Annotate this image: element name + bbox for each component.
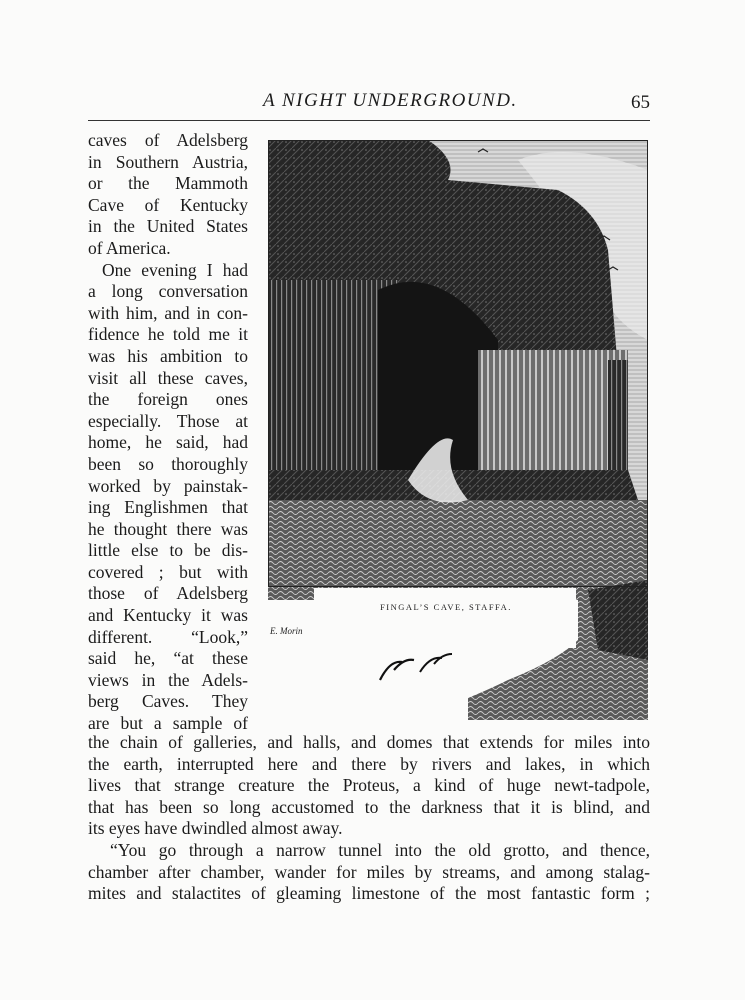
text-line: was his ambition to (88, 345, 248, 366)
text-line: home, he said, had (88, 432, 248, 453)
text-line: mites and stalactites of gleaming limestone of the most fantastic form ; (88, 883, 650, 904)
text-line: One evening I had (102, 259, 248, 280)
engraver-signature: E. Morin (270, 626, 303, 636)
text-line: “You go through a narrow tunnel into the old grotto, and thence, (110, 839, 650, 860)
text-line: Cave of Kentucky (88, 194, 248, 215)
text-line: in the United States (88, 216, 248, 237)
text-line: that has been so long accustomed to the darkness that it is blind, and (88, 796, 650, 817)
text-line: berg Caves. They (88, 691, 248, 712)
text-line: the chain of galleries, and halls, and domes that extends for miles into (88, 732, 650, 752)
text-line: its eyes have dwindled almost away. (88, 818, 343, 839)
basalt-columns-edge (608, 360, 628, 480)
text-line: different. “Look,” (88, 626, 248, 647)
engraving-illustration (268, 140, 648, 720)
text-line: chamber after chamber, wander for miles by streams, and among stalag- (88, 861, 650, 882)
text-line: visit all these caves, (88, 367, 248, 388)
text-line: of America. (88, 237, 171, 258)
running-head: A NIGHT UNDERGROUND. (263, 90, 518, 111)
basalt-columns-right (478, 350, 628, 480)
text-line: ing Englishmen that (88, 497, 248, 518)
text-line: with him, and in con- (88, 302, 248, 323)
fingals-cave-engraving (268, 140, 648, 720)
left-text-column (88, 130, 248, 735)
text-line: especially. Those at (88, 410, 248, 431)
caption-box (314, 588, 576, 648)
text-line: a long conversation (88, 281, 248, 302)
text-line: fidence he told me it (88, 324, 248, 345)
text-line: he thought there was (88, 518, 248, 539)
text-line: the foreign ones (88, 389, 248, 410)
text-line: been so thoroughly (88, 453, 248, 474)
text-line: little else to be dis- (88, 540, 248, 561)
text-line: worked by painstak- (88, 475, 248, 496)
page-number: 65 (631, 92, 650, 113)
page-header (88, 86, 650, 116)
text-line: and Kentucky it was (88, 605, 248, 626)
text-line: said he, “at these (88, 648, 248, 669)
text-line: views in the Adels- (88, 669, 248, 690)
figure-caption: FINGAL’S CAVE, STAFFA. (380, 602, 512, 612)
text-line: caves of Adelsberg (88, 130, 248, 150)
text-line: covered ; but with (88, 561, 248, 582)
text-line: or the Mammoth (88, 173, 248, 194)
text-line: are but a sample of (88, 713, 248, 734)
text-line: lives that strange creature the Proteus, a kind of huge newt-tadpole, (88, 775, 650, 796)
full-width-text (88, 732, 650, 905)
text-line: in Southern Austria, (88, 151, 248, 172)
text-line: those of Adelsberg (88, 583, 248, 604)
header-rule (88, 120, 650, 121)
text-line: the earth, interrupted here and there by rivers and lakes, in which (88, 753, 650, 774)
